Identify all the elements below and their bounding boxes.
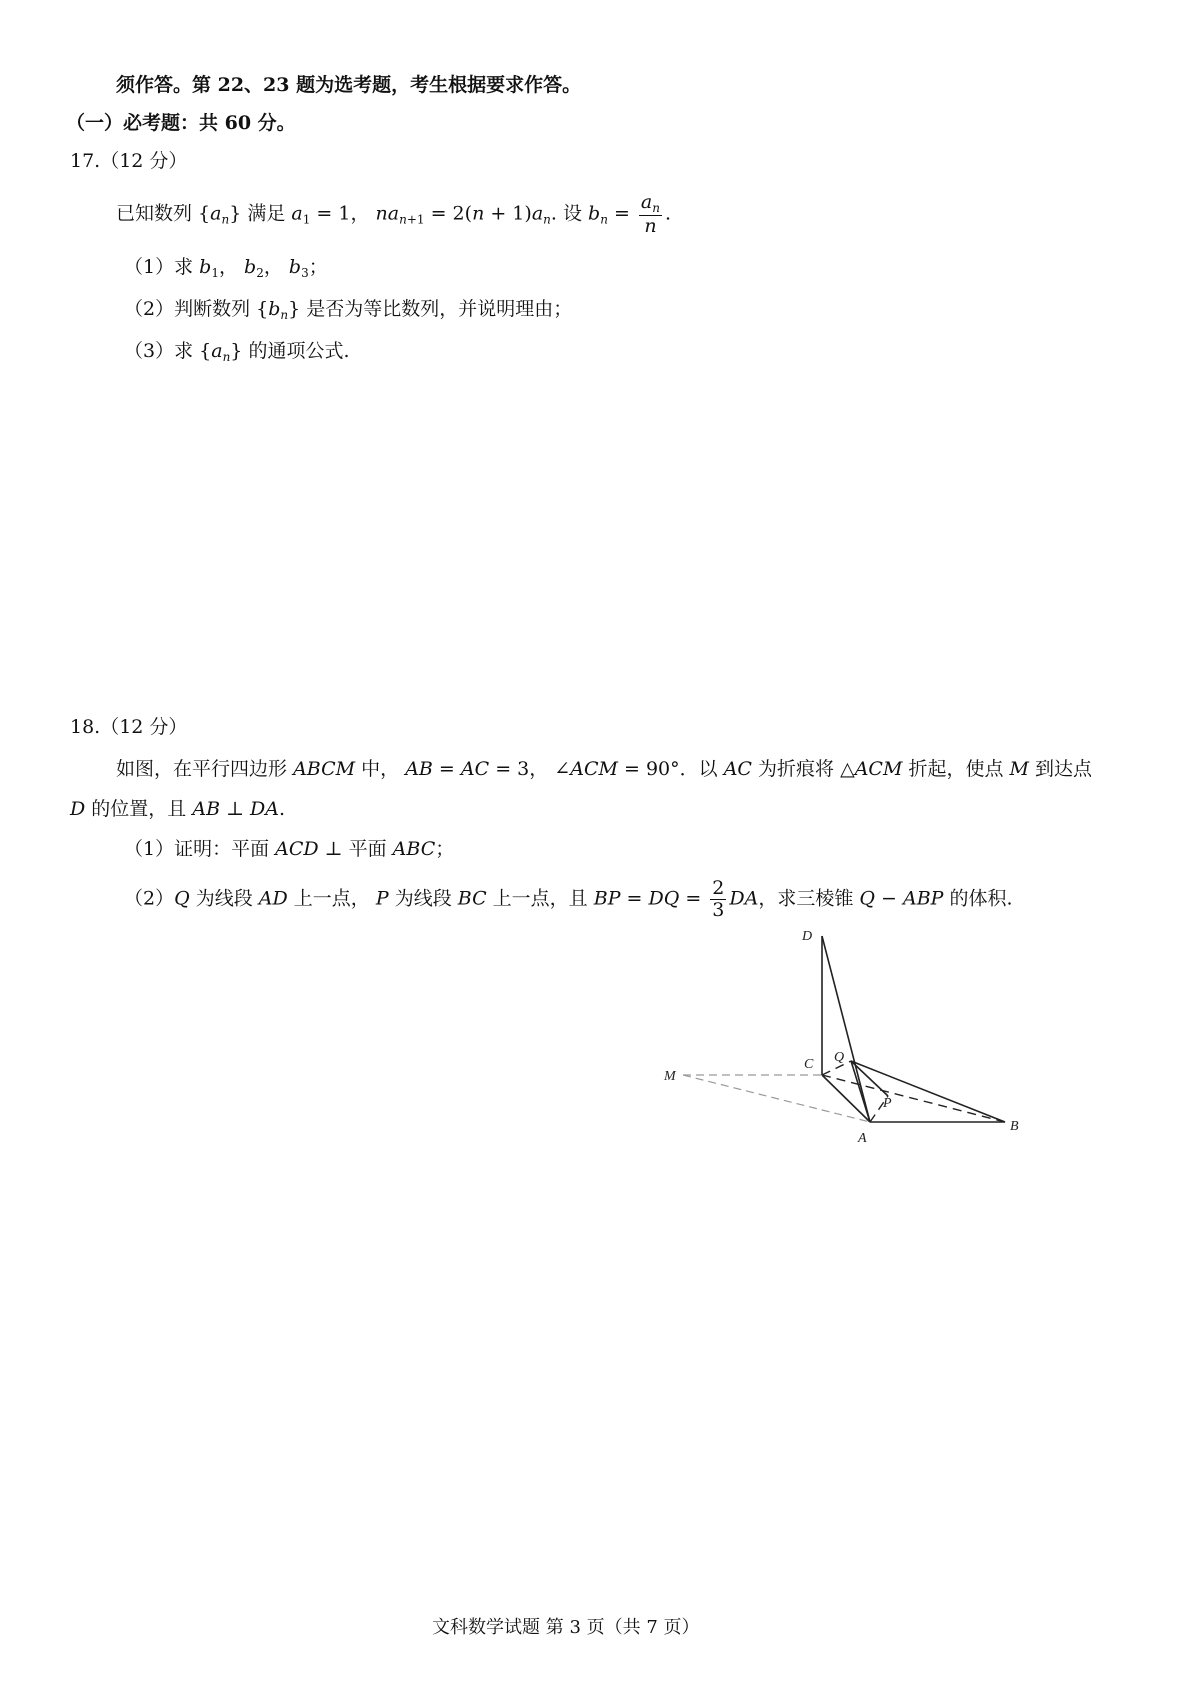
q17-part1: （1）求 $b_1$， $b_2$， $b_3$； — [124, 256, 328, 280]
label-Q: Q — [834, 1050, 845, 1065]
q18-part1: （1）证明：平面 ACD ⊥ 平面 ABC； — [124, 838, 455, 860]
label-A: A — [858, 1131, 867, 1146]
q18-stem-line2: D 的位置，且 AB ⊥ DA. — [70, 798, 285, 820]
q17-stem: 已知数列 $\{a_n\}$ 满足 $a_1 = 1$， $na_{n+1} = 2(n + 1)a_n$. 设 $b_n$ = $\frac{a_n}{n}$ . — [116, 191, 672, 238]
q18-number: 18.（12 分） — [70, 716, 188, 738]
section-title: （一）必考题：共 60 分。 — [66, 112, 296, 134]
label-B: B — [1010, 1119, 1019, 1134]
label-P: P — [883, 1096, 892, 1111]
q18-part2: （2）Q 为线段 AD 上一点， P 为线段 BC 上一点，且 BP = DQ = $\frac{2}{3}$ DA，求三棱锥 Q − ABP 的体积. — [124, 877, 1013, 921]
label-D: D — [802, 929, 813, 944]
q17-number: 17.（12 分） — [70, 150, 188, 172]
q18-stem-line1: 如图，在平行四边形 ABCM 中， AB = AC = 3， ∠ACM = 90°．以 AC 为折痕将 △ACM 折起，使点 M 到达点 — [116, 758, 1093, 780]
label-C: C — [804, 1057, 814, 1072]
intro-line: 须作答。第 22、23 题为选考题，考生根据要求作答。 — [116, 74, 582, 96]
label-M: M — [664, 1069, 676, 1084]
page-footer: 文科数学试题 第 3 页（共 7 页） — [432, 1617, 700, 1638]
q17-part3: （3）求 $\{a_n\}$ 的通项公式. — [124, 340, 350, 364]
q17-part2: （2）判断数列 $\{b_n\}$ 是否为等比数列，并说明理由； — [124, 298, 573, 322]
